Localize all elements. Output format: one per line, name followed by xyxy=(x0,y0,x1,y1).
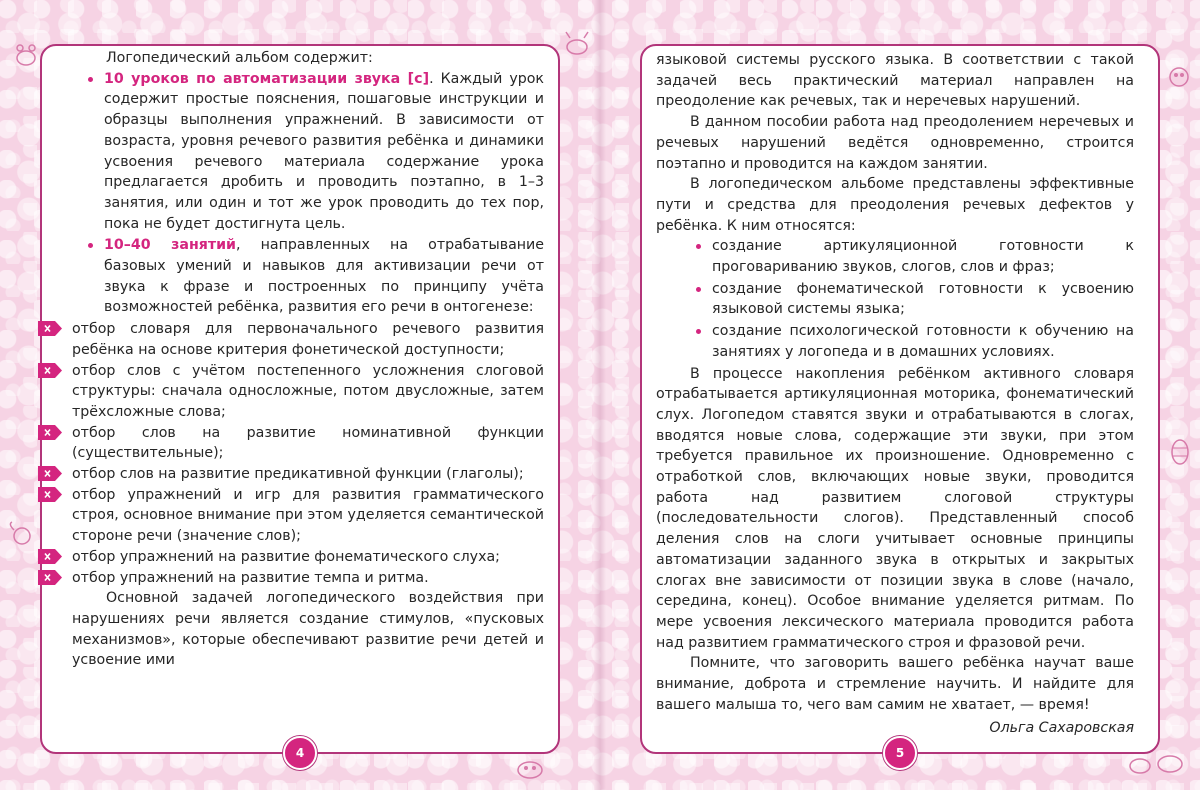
list-item-text: отбор упражнений на развитие фонематического слуха; xyxy=(72,548,500,565)
bullet-dot-icon xyxy=(696,244,701,249)
insect-doodle-icon xyxy=(1164,430,1196,470)
list-item xyxy=(72,423,544,464)
author-signature: Ольга Сахаровская xyxy=(989,719,1134,736)
insect-doodle-icon xyxy=(8,40,44,70)
insect-doodle-icon xyxy=(6,520,38,552)
closing-paragraph: Основной задачей логопедического воздействия при нарушениях речи является создание стимулов, «пусковых механизмов», которые обеспечивают развитие речи детей и усвоение ими xyxy=(72,590,544,669)
bullet-dot-icon xyxy=(88,77,93,82)
list-item xyxy=(104,235,544,318)
list-item xyxy=(72,361,544,423)
x-mark-icon xyxy=(38,549,62,564)
list-item-text: создание фонематической готовности к усвоению языковой системы языка; xyxy=(712,280,1134,318)
list-item-text: отбор слов на развитие предикативной функции (глаголы); xyxy=(72,466,524,483)
list-item-text: отбор упражнений на развитие темпа и ритма. xyxy=(72,569,429,586)
x-mark-icon xyxy=(38,570,62,585)
insect-doodle-icon xyxy=(500,752,560,786)
bullet-text: . Каждый урок содержит простые пояснения, пошаговые инструкции и образцы выполнения упражнений. В зависимости от возраста, уровня речевого развития ребёнка и динамики усвоения речевого материала содержание урока предлагается дробить и проводить поэтапно, в 1–3 занятия, или один и тот же урок проводить до тех пор, пока не будет достигнута цель. xyxy=(104,70,544,232)
x-mark-icon xyxy=(38,321,62,336)
paragraph: В процессе накопления ребёнком активного словаря отрабатывается артикуляционная моторика, фонематический слух. Логопедом ставятся звуки и отрабатываются в слогах, вводятся новые слова, содержащие эти звуки, при этом требуется правильное их произношение. Одновременно с отработкой слов, включающих новые звуки, проводится работа над развитием слоговой структуры (последовательности слогов). Представленный способ деления слов на слоги учитывает основные принципы автоматизации заданного звука в открытых и закрытых слогах вне зависимости от позиции звука в слове (начало, середина, конец). Особое внимание уделяется ритмам. По мере усвоения лексического материала проводится работа над развитием грамматического строя и фразовой речи. xyxy=(656,365,1134,651)
insect-doodle-icon xyxy=(560,30,594,60)
bullet-dot-icon xyxy=(696,329,701,334)
paragraph: Помните, что заговорить вашего ребёнка научат ваше внимание, доброта и стремление научить. И найдите для вашего малыша то, чего вам самим не хватает, — время! xyxy=(656,655,1134,713)
right-page xyxy=(640,44,1160,760)
left-page xyxy=(40,44,560,760)
list-item xyxy=(712,279,1134,320)
list-item xyxy=(104,69,544,235)
list-item xyxy=(72,485,544,547)
selection-list xyxy=(72,319,544,588)
left-page-text xyxy=(72,48,544,671)
bullet-dot-icon xyxy=(88,243,93,248)
list-item-text: отбор слов на развитие номинативной функции (существительные); xyxy=(72,424,544,462)
page-number: 5 xyxy=(883,736,917,770)
intro-text: Логопедический альбом содержит: xyxy=(106,50,373,66)
book-gutter xyxy=(594,0,606,790)
bullet-highlight: 10–40 занятий xyxy=(104,237,236,254)
bullet-text: , направленных на отрабатывание базовых умений и навыков для активизации речи от звука к фразе и построенных по принципу учёта возможностей ребёнка, развития его речи в онтогенезе: xyxy=(104,237,544,316)
right-page-text xyxy=(656,50,1134,738)
x-mark-icon xyxy=(38,487,62,502)
list-item-text: отбор словаря для первоначального речевого развития ребёнка на основе критерия фонетической доступности; xyxy=(72,321,544,358)
bullet-dot-icon xyxy=(696,287,701,292)
list-item xyxy=(72,547,544,568)
list-item-text: отбор упражнений и игр для развития грамматического строя, основное внимание при этом уделяется семантической стороне речи (значение слов); xyxy=(72,486,544,545)
list-item-text: создание артикуляционной готовности к проговариванию звуков, слогов, слов и фраз; xyxy=(712,238,1134,276)
paragraph: В логопедическом альбоме представлены эффективные пути и средства для преодоления речевых дефектов у ребёнка. К ним относятся: xyxy=(656,176,1134,234)
bullet-highlight: 10 уроков по автоматизации звука [с] xyxy=(104,70,430,87)
readiness-list xyxy=(656,236,1134,362)
x-mark-icon xyxy=(38,363,62,378)
insect-doodle-icon xyxy=(1162,60,1196,94)
list-item-text: создание психологической готовности к обучению на занятиях у логопеда и в домашних условиях. xyxy=(712,323,1134,360)
paragraph: языковой системы русского языка. В соответствии с такой задачей весь практический материал направлен на преодоление как речевых, так и неречевых нарушений. xyxy=(656,52,1134,110)
list-item xyxy=(72,568,544,589)
page-number: 4 xyxy=(283,736,317,770)
list-item-text: отбор слов с учётом постепенного усложнения слоговой структуры: сначала односложные, потом двусложные, затем трёхсложные слова; xyxy=(72,362,544,420)
x-mark-icon xyxy=(38,425,62,440)
paragraph: В данном пособии работа над преодолением неречевых и речевых нарушений ведётся одновременно, строится поэтапно и проводится на каждом занятии. xyxy=(656,114,1134,172)
list-item xyxy=(712,236,1134,277)
list-item xyxy=(72,464,544,485)
list-item xyxy=(712,321,1134,362)
lessons-list xyxy=(72,69,544,318)
list-item xyxy=(72,319,544,360)
x-mark-icon xyxy=(38,466,62,481)
